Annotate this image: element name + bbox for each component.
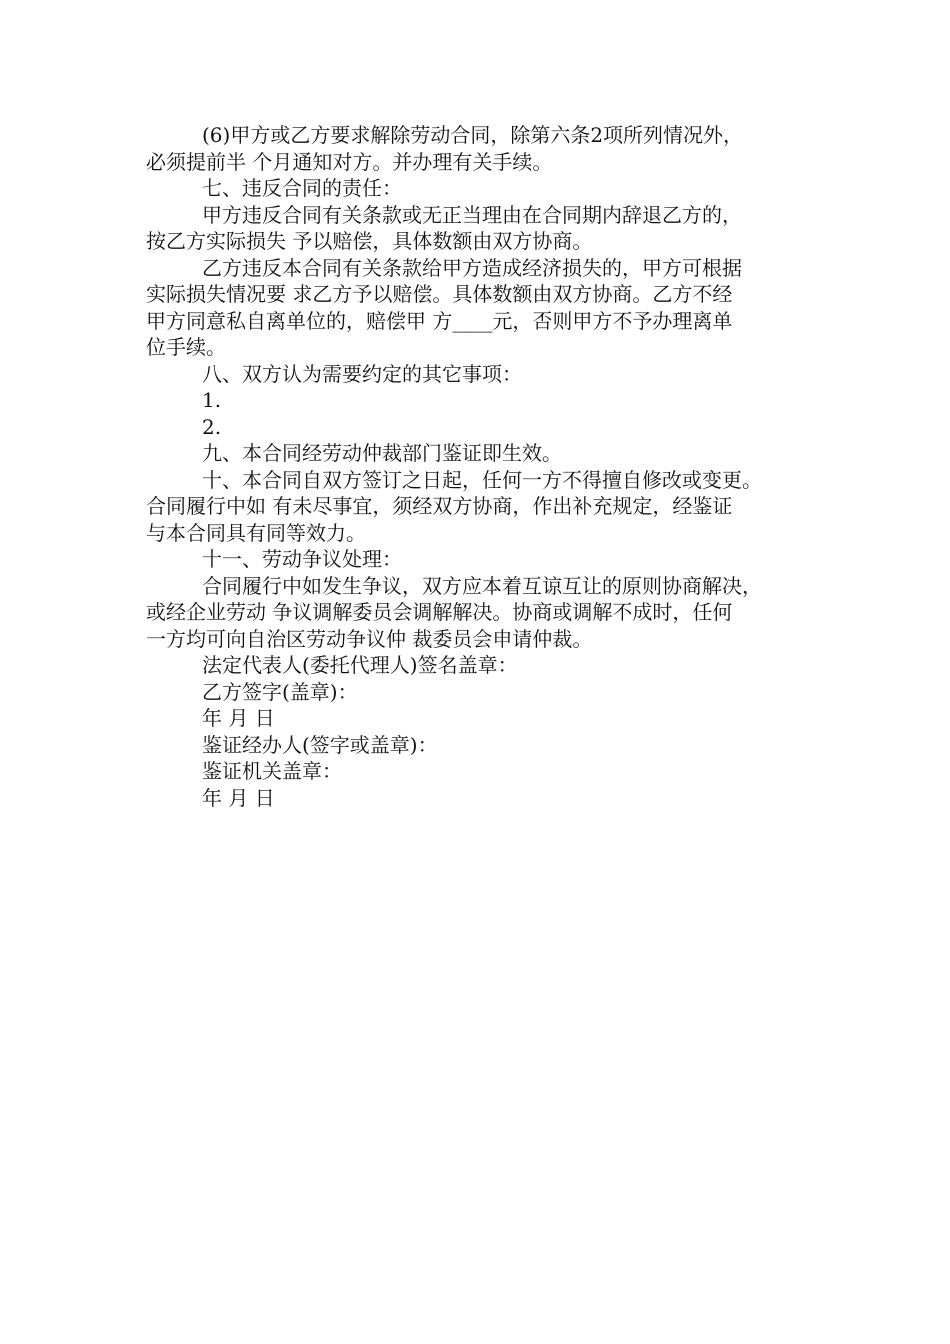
- document-line: 2.: [202, 414, 222, 439]
- document-line: (6)甲方或乙方要求解除劳动合同，除第六条2项所列情况外，: [202, 123, 744, 147]
- document-line: 必须提前半 个月通知对方。并办理有关手续。: [146, 149, 553, 174]
- document-line: 年 月 日: [202, 785, 275, 810]
- document-line: 或经企业劳动 争议调解委员会调解解决。协商或调解不成时，任何: [146, 600, 733, 624]
- document-line: 合同履行中如 有未尽事宜，须经双方协商，作出补充规定，经鉴证: [146, 494, 733, 518]
- document-line: 七、违反合同的责任：: [202, 176, 402, 200]
- document-line: 鉴证经办人(签字或盖章)：: [202, 732, 438, 757]
- document-line: 甲方违反合同有关条款或无正当理由在合同期内辞退乙方的，: [202, 202, 742, 227]
- document-line: 与本合同具有同等效力。: [146, 520, 366, 545]
- document-line: 乙方违反本合同有关条款给甲方造成经济损失的，甲方可根据: [202, 255, 742, 280]
- document-line: 实际损失情况要 求乙方予以赔偿。具体数额由双方协商。乙方不经: [146, 282, 733, 306]
- document-line: 鉴证机关盖章：: [202, 759, 342, 783]
- document-line: 八、双方认为需要约定的其它事项：: [202, 361, 522, 386]
- document-line: 按乙方实际损失 予以赔偿，具体数额由双方协商。: [146, 229, 593, 253]
- document-line: 九、本合同经劳动仲裁部门鉴证即生效。: [202, 441, 562, 465]
- document-line: 一方均可向自治区劳动争议仲 裁委员会申请仲裁。: [146, 626, 593, 651]
- document-line: 位手续。: [146, 335, 226, 359]
- document-line: 十、本合同自双方签订之日起，任何一方不得擅自修改或变更。: [202, 467, 762, 492]
- document-line: 1.: [202, 388, 222, 412]
- document-line: 甲方同意私自离单位的，赔偿甲 方____元，否则甲方不予办理离单: [146, 308, 733, 333]
- document-page: [146, 122, 836, 811]
- document-line: 年 月 日: [202, 706, 275, 730]
- document-line: 合同履行中如发生争议，双方应本着互谅互让的原则协商解决，: [202, 573, 762, 598]
- document-line: 法定代表人(委托代理人)签名盖章：: [202, 653, 518, 677]
- document-line: 乙方签字(盖章)：: [202, 679, 358, 704]
- document-line: 十一、劳动争议处理：: [202, 547, 402, 571]
